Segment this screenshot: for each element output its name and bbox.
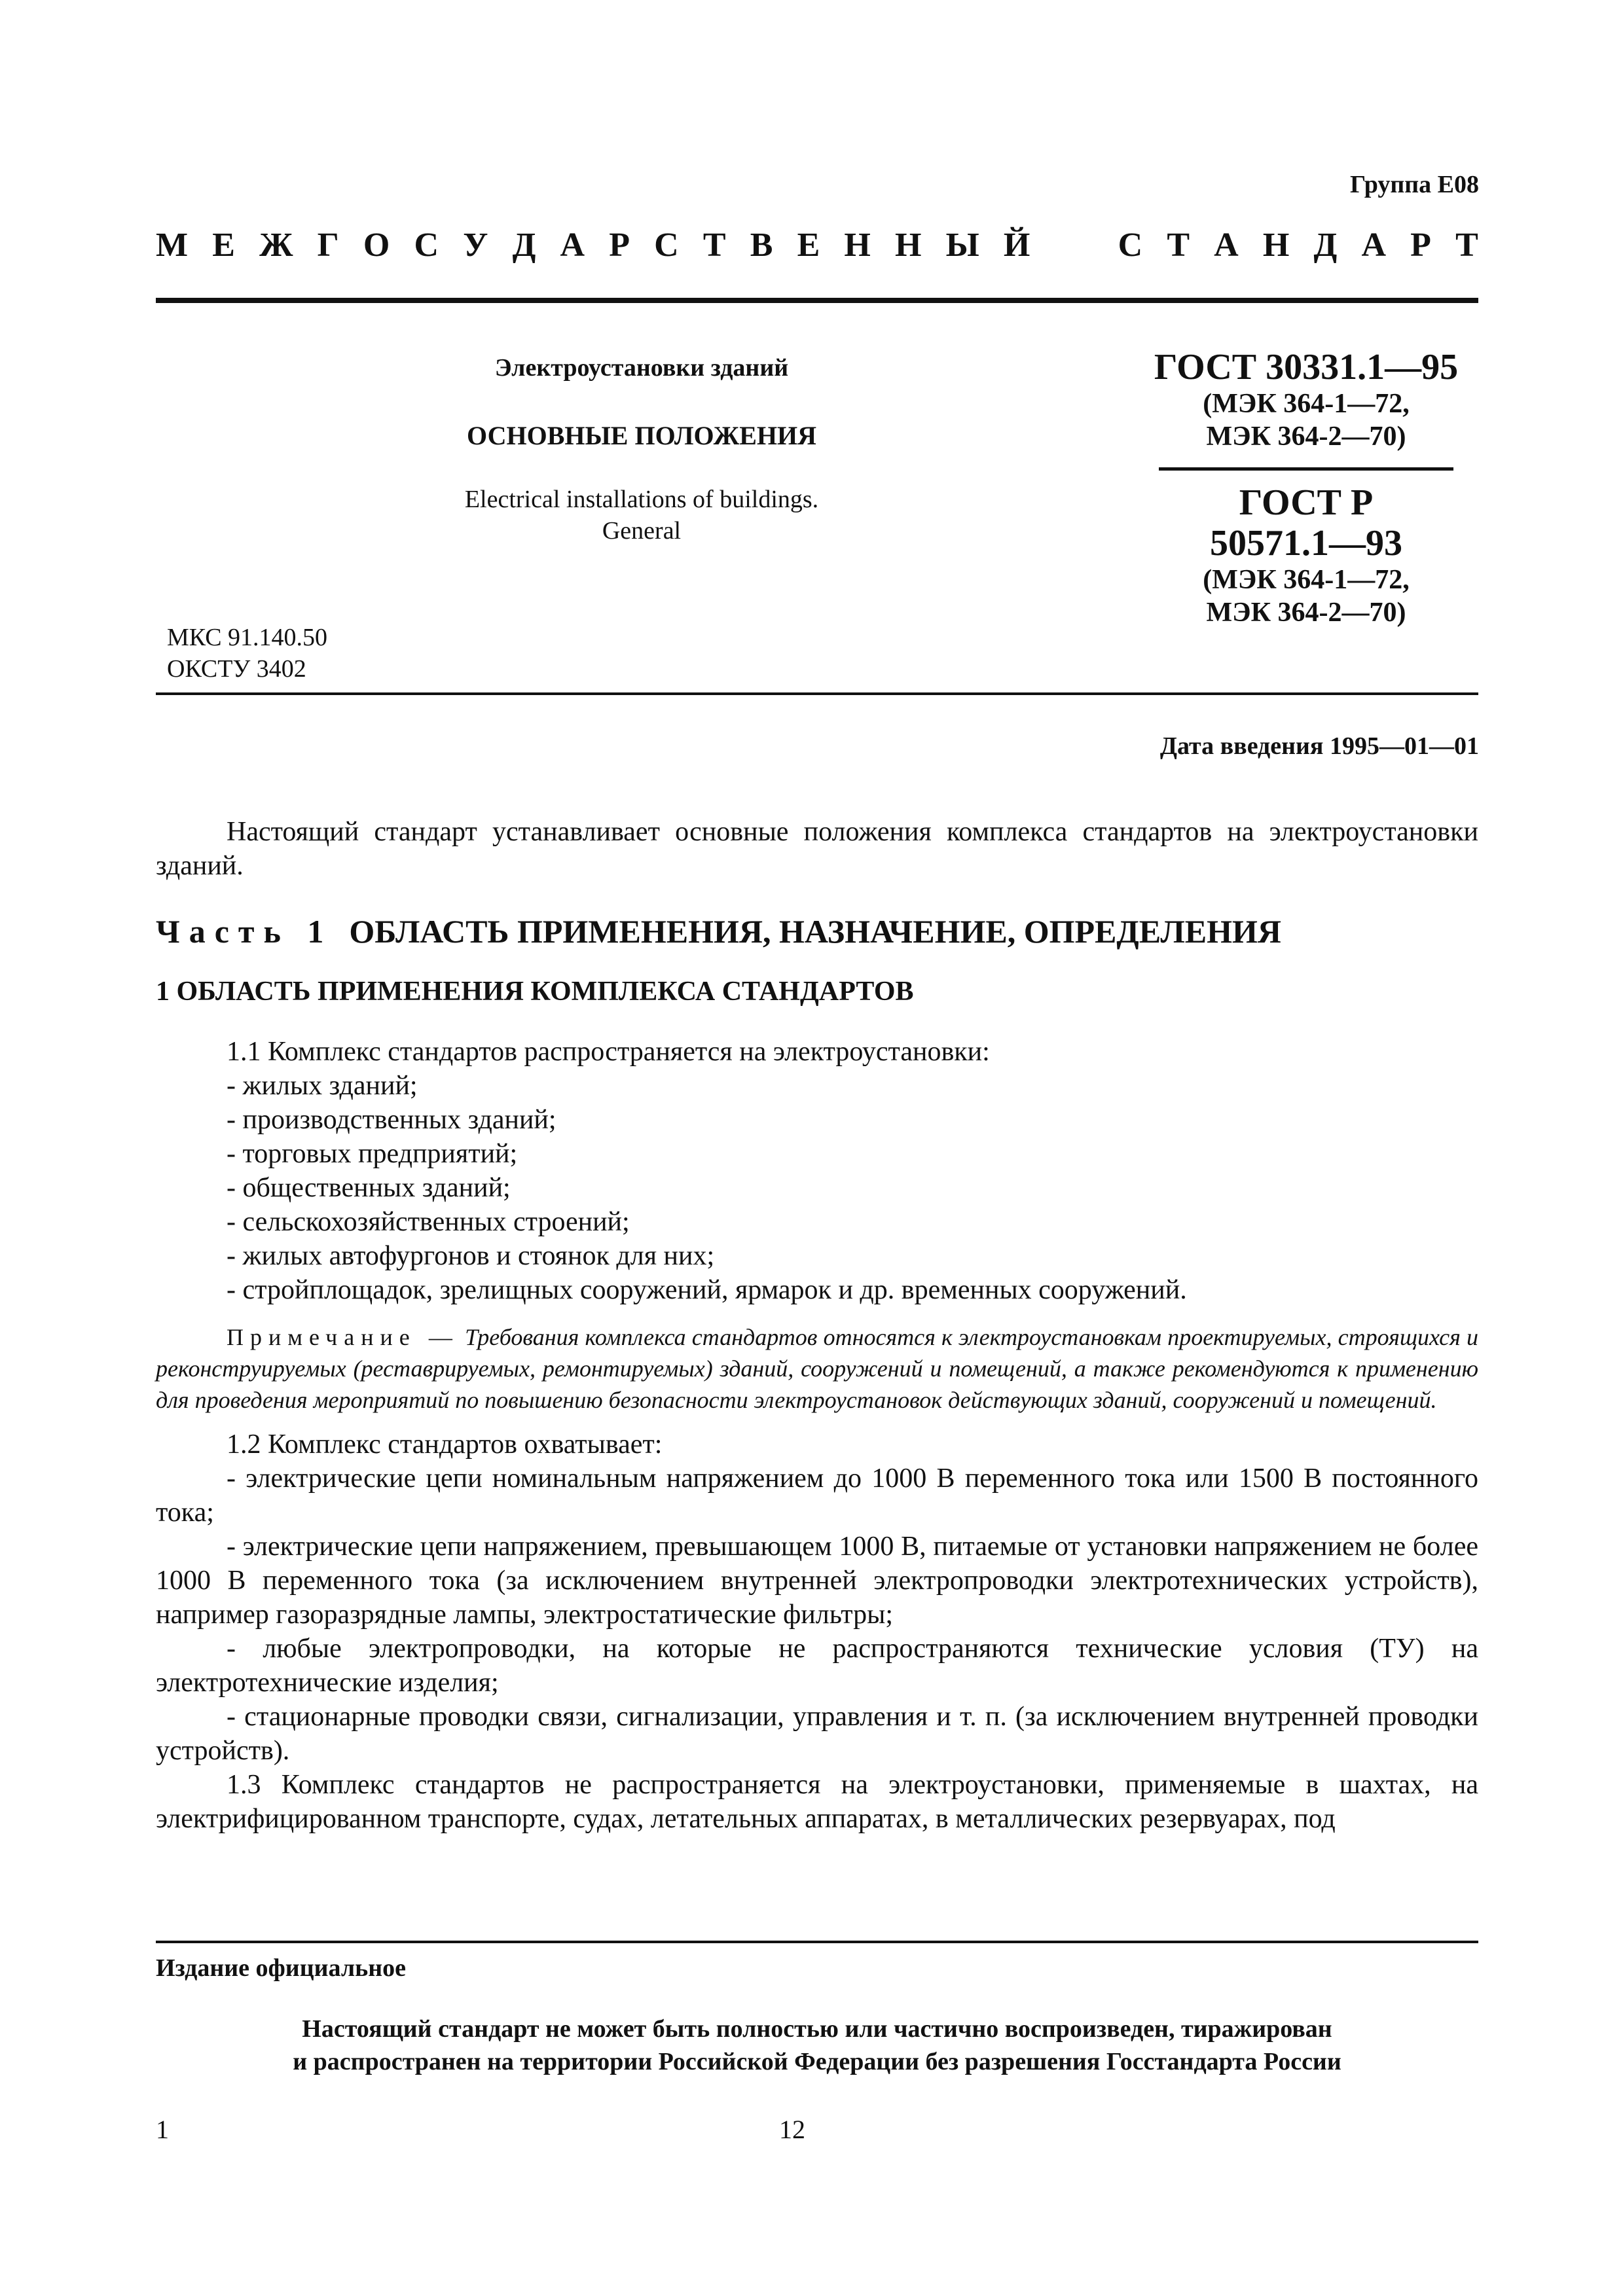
clause-1-2: 1.2 Комплекс стандартов охватывает: xyxy=(227,1429,663,1460)
list-item: - электрические цепи номинальным напряжением до 1000 В переменного тока или 1500 В постоянного тока; xyxy=(156,1463,1478,1528)
mks-code: МКС 91.140.50 xyxy=(167,624,328,651)
list-item: - общественных зданий; xyxy=(227,1173,511,1203)
page-number-left: 1 xyxy=(156,2115,169,2144)
list-item: - стационарные проводки связи, сигнализации, управления и т. п. (за исключением внутренней проводки устройств). xyxy=(156,1702,1478,1766)
part-label: Часть 1 xyxy=(156,913,333,950)
heading-letter: Р xyxy=(1410,226,1431,264)
heading-letter: В xyxy=(750,226,773,264)
title-block xyxy=(380,353,903,547)
list-item: - жилых автофургонов и стоянок для них; xyxy=(227,1241,715,1271)
note-label: Примечание — xyxy=(227,1324,459,1350)
heading-letter: А xyxy=(560,226,585,264)
gost-number-1: ГОСТ 30331.1—95 xyxy=(1154,347,1459,387)
footer-rule xyxy=(156,1941,1478,1943)
copyright-notice xyxy=(156,2013,1478,2078)
list-item: - электрические цепи напряжением, превышающем 1000 В, питаемые от установки напряжением не более 1000 В переменного тока (за исключением внутренней электропроводки электротехнических устройств), например газоразрядные лампы, электростатические фильтры; xyxy=(156,1532,1478,1630)
heading-letter: Е xyxy=(797,226,820,264)
heading-letter: Т xyxy=(1455,226,1478,264)
heading-letter: М xyxy=(156,226,189,264)
iec-ref-2a: (МЭК 364-1—72, xyxy=(1203,565,1410,595)
gost-number-2a: ГОСТ Р xyxy=(1239,482,1374,523)
coverage-list xyxy=(156,1462,1478,1768)
heading-letter: А xyxy=(1214,226,1239,264)
copyright-line2: и распространен на территории Российской Федерации без разрешения Госстандарта России xyxy=(293,2048,1341,2075)
title-en-line2: General xyxy=(602,517,682,545)
list-item: - жилых зданий; xyxy=(227,1071,418,1101)
heading-letter: У xyxy=(463,226,488,264)
heading-letter: Т xyxy=(702,226,726,264)
title-ru: Электроустановки зданий xyxy=(494,354,789,382)
gost-number-2b: 50571.1—93 xyxy=(1210,523,1402,564)
page-number-center: 12 xyxy=(779,2115,805,2144)
subtitle-ru: ОСНОВНЫЕ ПОЛОЖЕНИЯ xyxy=(467,421,816,450)
list-item: - любые электропроводки, на которые не распространяются технические условия (ТУ) на электротехнические изделия; xyxy=(156,1634,1478,1698)
introduction-date: Дата введения 1995—01—01 xyxy=(1159,732,1479,760)
section-heading: 1 ОБЛАСТЬ ПРИМЕНЕНИЯ КОМПЛЕКСА СТАНДАРТОВ xyxy=(156,977,914,1007)
list-item: - производственных зданий; xyxy=(227,1105,556,1135)
note xyxy=(156,1321,1478,1416)
gost-separator xyxy=(1159,467,1453,471)
part-heading xyxy=(156,914,1478,948)
heading-letter: Н xyxy=(895,226,922,264)
list-item: - сельскохозяйственных строений; xyxy=(227,1207,630,1237)
heading-letter: Н xyxy=(844,226,871,264)
header-rule xyxy=(156,298,1478,303)
classification-codes xyxy=(167,622,327,685)
scope-list xyxy=(156,1069,1478,1307)
heading-letter: Р xyxy=(609,226,630,264)
heading-letter: Н xyxy=(1262,226,1290,264)
part-title: ОБЛАСТЬ ПРИМЕНЕНИЯ, НАЗНАЧЕНИЕ, ОПРЕДЕЛЕНИЯ xyxy=(349,913,1281,950)
group-code: Группа Е08 xyxy=(1349,171,1479,198)
iec-ref-2b: МЭК 364-2—70) xyxy=(1206,598,1406,628)
list-item: - торговых предприятий; xyxy=(227,1139,518,1169)
copyright-line1: Настоящий стандарт не может быть полностью или частично воспроизведен, тиражирован xyxy=(302,2015,1332,2043)
list-item: - стройплощадок, зрелищных сооружений, ярмарок и др. временных сооружений. xyxy=(227,1275,1187,1305)
heading-letter: Е xyxy=(212,226,235,264)
clause-1-3: 1.3 Комплекс стандартов не распространяется на электроустановки, применяемые в шахтах, на электрифицированном транспорте, судах, летательных аппаратах, в металлических резервуарах, под xyxy=(156,1770,1478,1834)
clause-1-1: 1.1 Комплекс стандартов распространяется на электроустановки: xyxy=(227,1037,990,1067)
note-text: Требования комплекса стандартов относятся к электроустановкам проектируемых, строящихся и реконструируемых (реставрируемых, ремонтируемых) зданий, сооружений и помещений, а также рекомендуются к применению для проведения мероприятий по повышению безопасности электроустановок действующих зданий, сооружений и помещений. xyxy=(156,1324,1478,1413)
intro-paragraph: Настоящий стандарт устанавливает основные положения комплекса стандартов на электроустановки зданий. xyxy=(156,817,1478,881)
heading-letter: С xyxy=(654,226,679,264)
heading-letter: Д xyxy=(1313,226,1338,264)
title-en-line1: Electrical installations of buildings. xyxy=(464,486,819,513)
document-body xyxy=(156,815,1478,1836)
heading-letter: О xyxy=(363,226,390,264)
iec-ref-1b: МЭК 364-2—70) xyxy=(1206,422,1406,452)
title-en xyxy=(380,484,903,547)
gost-designation xyxy=(1152,347,1460,629)
standard-type-heading xyxy=(156,226,1478,264)
heading-letter: Г xyxy=(317,226,339,264)
heading-letter: А xyxy=(1361,226,1386,264)
heading-letter: С xyxy=(414,226,439,264)
heading-letter: Д xyxy=(512,226,536,264)
edition-label: Издание официальное xyxy=(156,1954,407,1982)
heading-letter: С xyxy=(1118,226,1143,264)
heading-letter: Й xyxy=(1003,226,1030,264)
okstu-code: ОКСТУ 3402 xyxy=(167,655,306,683)
heading-letter: Ы xyxy=(945,226,979,264)
heading-letter: Ж xyxy=(259,226,293,264)
heading-letter: Т xyxy=(1167,226,1190,264)
heading-gap xyxy=(1054,226,1093,264)
iec-ref-1a: (МЭК 364-1—72, xyxy=(1203,389,1410,419)
title-rule xyxy=(156,692,1478,695)
